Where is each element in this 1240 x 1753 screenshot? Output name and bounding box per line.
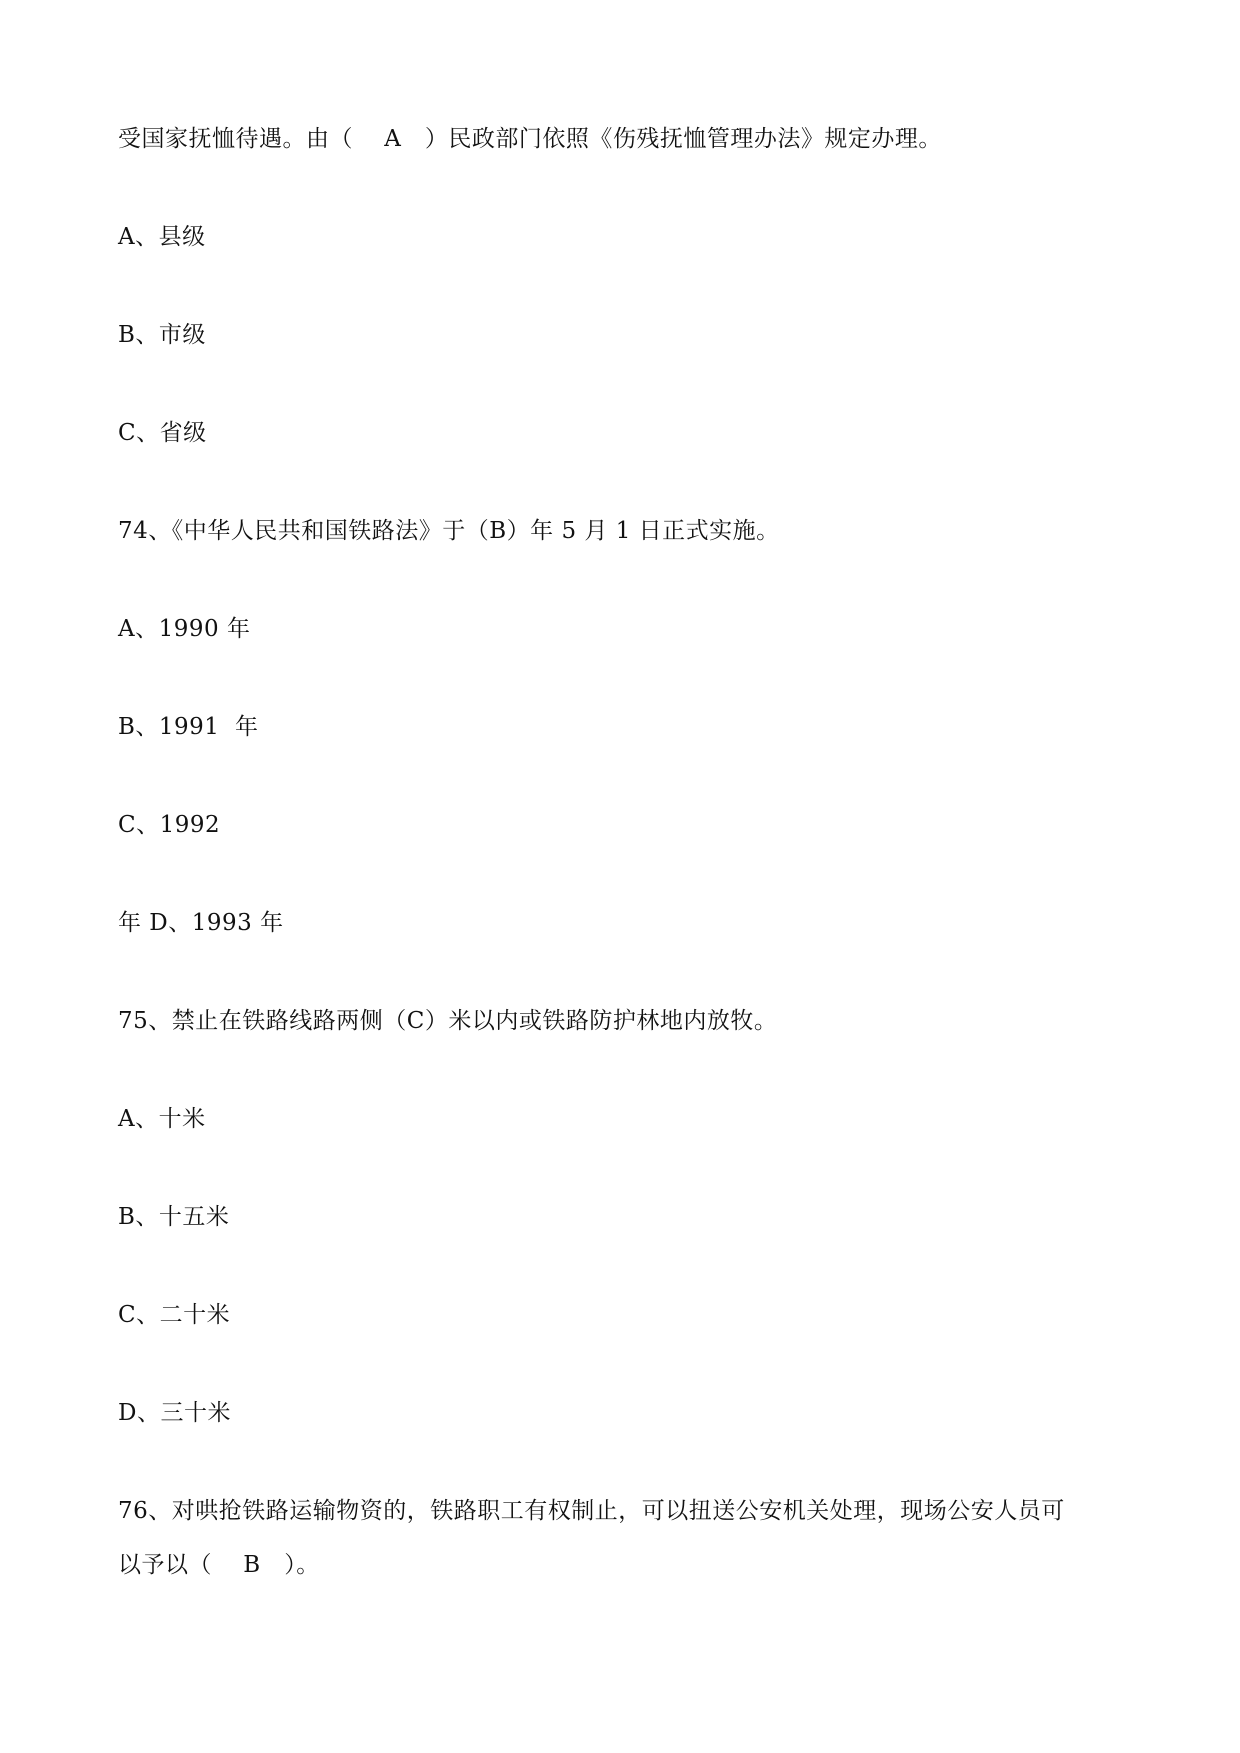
q75-option-a: A、十米 (118, 1106, 206, 1132)
q73-option-a: A、县级 (118, 224, 206, 250)
q74-option-c: C、1992 (118, 812, 221, 838)
q75-text: 75、禁止在铁路线路两侧（C）米以内或铁路防护林地内放牧。 (118, 1008, 778, 1034)
q74-option-b: B、1991 年 (118, 714, 259, 740)
q75-option-d: D、三十米 (118, 1400, 231, 1426)
q75-option-c: C、二十米 (118, 1302, 231, 1328)
q74-text: 74、《中华人民共和国铁路法》于（B）年 5 月 1 日正式实施。 (118, 518, 780, 544)
q76-text-line1: 76、对哄抢铁路运输物资的，铁路职工有权制止，可以扭送公安机关处理，现场公安人员可 (118, 1498, 1065, 1524)
q73-text-continued: 受国家抚恤待遇。由（ A ）民政部门依照《伤残抚恤管理办法》规定办理。 (118, 126, 942, 152)
q75-option-b: B、十五米 (118, 1204, 230, 1230)
q74-option-a: A、1990 年 (118, 616, 251, 642)
q74-option-d: 年 D、1993 年 (118, 910, 284, 936)
q73-option-c: C、省级 (118, 420, 207, 446)
q73-option-b: B、市级 (118, 322, 206, 348)
q76-text-line2: 以予以（ B ）。 (118, 1552, 320, 1578)
